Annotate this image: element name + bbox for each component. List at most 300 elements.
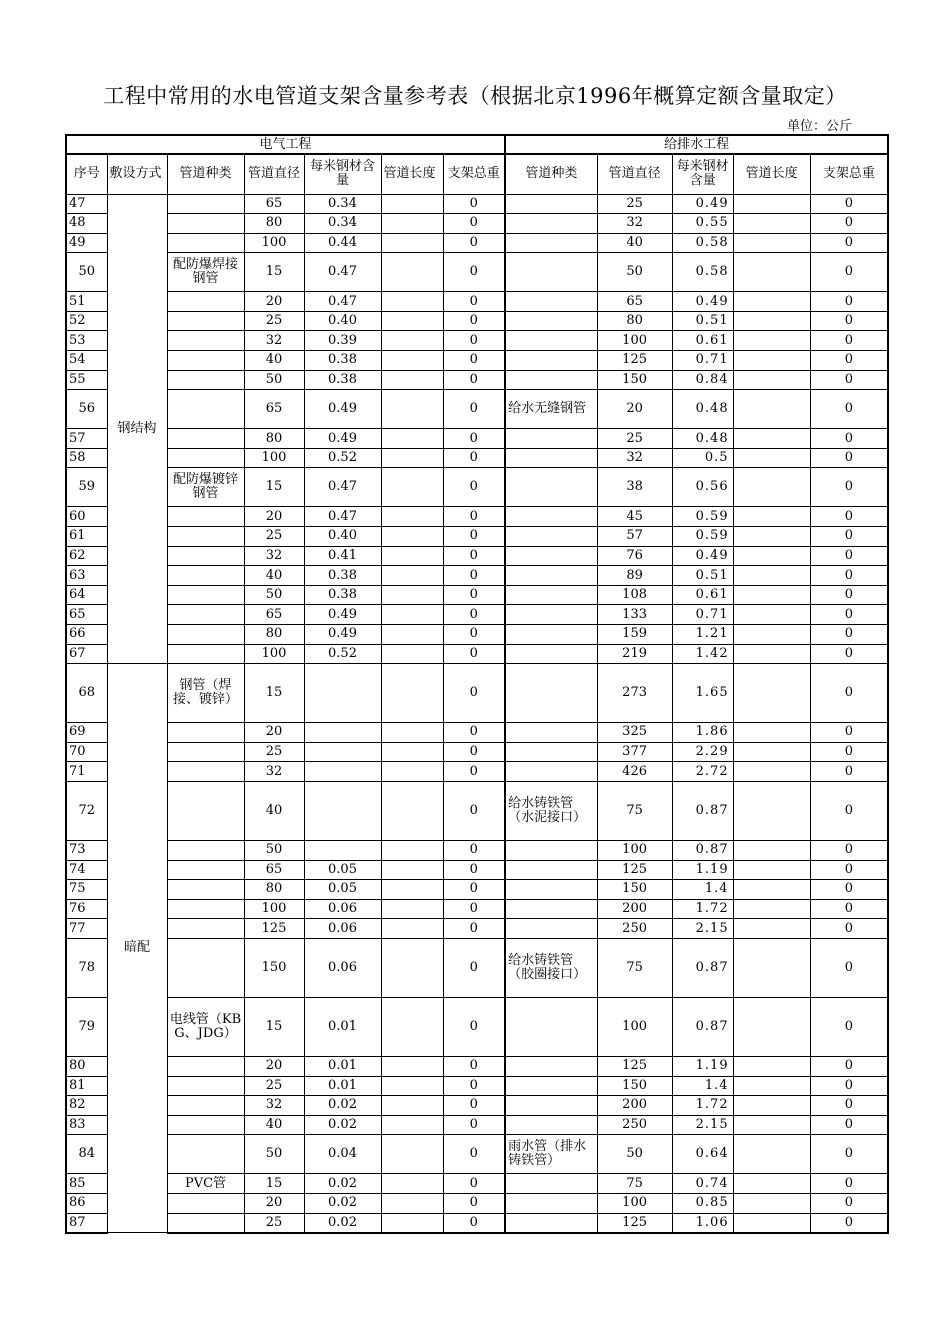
electrical-length [381, 331, 443, 351]
plumbing-diameter: 159 [597, 625, 672, 645]
plumbing-length [733, 860, 810, 880]
table-row [66, 351, 888, 371]
table-row [66, 390, 888, 429]
plumbing-support-weight: 0 [810, 1115, 888, 1135]
row-number: 47 [66, 194, 107, 214]
table-row [66, 311, 888, 331]
plumbing-pipe-type [505, 899, 597, 919]
plumbing-pipe-type [505, 194, 597, 214]
plumbing-support-weight: 0 [810, 311, 888, 331]
electrical-support-weight: 0 [443, 527, 505, 547]
electrical-length [381, 840, 443, 860]
header-e-diameter: 管道直径 [244, 154, 304, 194]
table-row [66, 468, 888, 507]
electrical-support-weight: 0 [443, 253, 505, 292]
plumbing-support-weight: 0 [810, 625, 888, 645]
electrical-diameter: 25 [244, 1076, 304, 1096]
plumbing-pipe-type [505, 214, 597, 234]
plumbing-support-weight: 0 [810, 214, 888, 234]
electrical-pipe-type [167, 860, 244, 880]
plumbing-pipe-type [505, 448, 597, 468]
table-row [66, 214, 888, 234]
electrical-pipe-type [167, 331, 244, 351]
electrical-length [381, 390, 443, 429]
electrical-diameter: 15 [244, 1174, 304, 1194]
electrical-length [381, 429, 443, 449]
electrical-steel-per-meter: 0.06 [304, 919, 381, 939]
row-number: 48 [66, 214, 107, 234]
electrical-diameter: 20 [244, 1193, 304, 1213]
electrical-diameter: 25 [244, 311, 304, 331]
table-row [66, 605, 888, 625]
header-p-diameter: 管道直径 [597, 154, 672, 194]
electrical-pipe-type [167, 644, 244, 664]
plumbing-steel-per-meter: 1.86 [672, 723, 733, 743]
plumbing-steel-per-meter: 0.61 [672, 331, 733, 351]
plumbing-pipe-type [505, 566, 597, 586]
plumbing-steel-per-meter: 1.19 [672, 1056, 733, 1076]
row-number: 69 [66, 723, 107, 743]
electrical-steel-per-meter: 0.02 [304, 1213, 381, 1233]
plumbing-steel-per-meter: 0.87 [672, 840, 733, 860]
plumbing-diameter: 377 [597, 742, 672, 762]
plumbing-support-weight: 0 [810, 605, 888, 625]
electrical-steel-per-meter: 0.02 [304, 1193, 381, 1213]
electrical-support-weight: 0 [443, 331, 505, 351]
row-number: 67 [66, 644, 107, 664]
plumbing-pipe-type [505, 762, 597, 782]
plumbing-diameter: 108 [597, 585, 672, 605]
electrical-diameter: 40 [244, 1115, 304, 1135]
row-number: 50 [66, 253, 107, 292]
electrical-pipe-type [167, 723, 244, 743]
electrical-length [381, 1193, 443, 1213]
electrical-steel-per-meter: 0.44 [304, 233, 381, 253]
electrical-steel-per-meter: 0.02 [304, 1174, 381, 1194]
plumbing-length [733, 566, 810, 586]
plumbing-support-weight: 0 [810, 351, 888, 371]
electrical-support-weight: 0 [443, 781, 505, 840]
electrical-length [381, 527, 443, 547]
electrical-steel-per-meter: 0.49 [304, 429, 381, 449]
plumbing-support-weight: 0 [810, 880, 888, 900]
method-steel-structure: 钢结构 [107, 194, 167, 664]
plumbing-steel-per-meter: 1.65 [672, 664, 733, 723]
plumbing-diameter: 100 [597, 997, 672, 1056]
plumbing-pipe-type [505, 742, 597, 762]
electrical-support-weight: 0 [443, 448, 505, 468]
electrical-length [381, 742, 443, 762]
electrical-diameter: 25 [244, 742, 304, 762]
plumbing-diameter: 38 [597, 468, 672, 507]
electrical-diameter: 32 [244, 331, 304, 351]
electrical-diameter: 25 [244, 527, 304, 547]
plumbing-diameter: 150 [597, 370, 672, 390]
electrical-pipe-type: 配防爆镀锌钢管 [167, 468, 244, 507]
electrical-pipe-type [167, 448, 244, 468]
electrical-steel-per-meter: 0.05 [304, 880, 381, 900]
electrical-support-weight: 0 [443, 468, 505, 507]
electrical-support-weight: 0 [443, 390, 505, 429]
table-row [66, 566, 888, 586]
electrical-steel-per-meter: 0.40 [304, 527, 381, 547]
plumbing-length [733, 899, 810, 919]
electrical-steel-per-meter [304, 664, 381, 723]
electrical-pipe-type [167, 390, 244, 429]
electrical-length [381, 860, 443, 880]
electrical-steel-per-meter: 0.47 [304, 468, 381, 507]
plumbing-support-weight: 0 [810, 468, 888, 507]
electrical-steel-per-meter: 0.38 [304, 585, 381, 605]
plumbing-diameter: 133 [597, 605, 672, 625]
plumbing-diameter: 20 [597, 390, 672, 429]
electrical-pipe-type [167, 938, 244, 997]
header-e-steel: 每米钢材含量 [304, 154, 381, 194]
plumbing-pipe-type [505, 311, 597, 331]
electrical-length [381, 448, 443, 468]
electrical-support-weight: 0 [443, 625, 505, 645]
electrical-diameter: 80 [244, 880, 304, 900]
plumbing-steel-per-meter: 0.71 [672, 351, 733, 371]
electrical-diameter: 20 [244, 507, 304, 527]
electrical-pipe-type [167, 762, 244, 782]
electrical-length [381, 919, 443, 939]
electrical-pipe-type [167, 370, 244, 390]
plumbing-support-weight: 0 [810, 429, 888, 449]
electrical-steel-per-meter: 0.41 [304, 546, 381, 566]
plumbing-diameter: 125 [597, 1213, 672, 1233]
electrical-support-weight: 0 [443, 1115, 505, 1135]
electrical-length [381, 351, 443, 371]
plumbing-pipe-type [505, 1076, 597, 1096]
row-number: 85 [66, 1174, 107, 1194]
plumbing-diameter: 80 [597, 311, 672, 331]
plumbing-pipe-type [505, 1174, 597, 1194]
electrical-diameter: 100 [244, 448, 304, 468]
plumbing-pipe-type [505, 1096, 597, 1116]
plumbing-support-weight: 0 [810, 194, 888, 214]
electrical-diameter: 50 [244, 1135, 304, 1174]
row-number: 62 [66, 546, 107, 566]
row-number: 80 [66, 1056, 107, 1076]
plumbing-diameter: 76 [597, 546, 672, 566]
plumbing-length [733, 253, 810, 292]
electrical-steel-per-meter: 0.38 [304, 566, 381, 586]
plumbing-steel-per-meter: 2.15 [672, 919, 733, 939]
electrical-steel-per-meter: 0.38 [304, 351, 381, 371]
electrical-steel-per-meter [304, 762, 381, 782]
plumbing-length [733, 311, 810, 331]
plumbing-steel-per-meter: 0.51 [672, 566, 733, 586]
header-p-steel: 每米钢材含量 [672, 154, 733, 194]
electrical-length [381, 938, 443, 997]
plumbing-support-weight: 0 [810, 1096, 888, 1116]
plumbing-length [733, 762, 810, 782]
electrical-steel-per-meter: 0.34 [304, 194, 381, 214]
plumbing-support-weight: 0 [810, 566, 888, 586]
electrical-length [381, 1076, 443, 1096]
electrical-support-weight: 0 [443, 1135, 505, 1174]
electrical-diameter: 25 [244, 1213, 304, 1233]
table-row [66, 762, 888, 782]
plumbing-steel-per-meter: 0.49 [672, 292, 733, 312]
table-row [66, 546, 888, 566]
electrical-diameter: 65 [244, 605, 304, 625]
plumbing-diameter: 125 [597, 860, 672, 880]
header-e-weight: 支架总重 [443, 154, 505, 194]
electrical-pipe-type [167, 292, 244, 312]
table-row [66, 723, 888, 743]
row-number: 73 [66, 840, 107, 860]
electrical-diameter: 80 [244, 429, 304, 449]
electrical-pipe-type [167, 566, 244, 586]
table-row [66, 233, 888, 253]
table-row [66, 781, 888, 840]
table-row [66, 919, 888, 939]
plumbing-length [733, 292, 810, 312]
row-number: 71 [66, 762, 107, 782]
plumbing-length [733, 507, 810, 527]
table-row [66, 1076, 888, 1096]
plumbing-steel-per-meter: 0.48 [672, 429, 733, 449]
plumbing-steel-per-meter: 0.49 [672, 194, 733, 214]
plumbing-pipe-type: 给水铸铁管（胶圈接口） [505, 938, 597, 997]
electrical-pipe-type: 配防爆焊接钢管 [167, 253, 244, 292]
plumbing-support-weight: 0 [810, 546, 888, 566]
table-row [66, 507, 888, 527]
row-number: 83 [66, 1115, 107, 1135]
electrical-pipe-type [167, 625, 244, 645]
electrical-steel-per-meter: 0.49 [304, 625, 381, 645]
plumbing-length [733, 723, 810, 743]
plumbing-steel-per-meter: 1.19 [672, 860, 733, 880]
row-number: 72 [66, 781, 107, 840]
plumbing-pipe-type [505, 370, 597, 390]
electrical-support-weight: 0 [443, 664, 505, 723]
electrical-support-weight: 0 [443, 585, 505, 605]
electrical-support-weight: 0 [443, 292, 505, 312]
electrical-support-weight: 0 [443, 997, 505, 1056]
electrical-steel-per-meter: 0.02 [304, 1096, 381, 1116]
electrical-pipe-type [167, 1213, 244, 1233]
electrical-support-weight: 0 [443, 370, 505, 390]
electrical-length [381, 311, 443, 331]
electrical-support-weight: 0 [443, 762, 505, 782]
table-row [66, 997, 888, 1056]
plumbing-diameter: 325 [597, 723, 672, 743]
plumbing-pipe-type [505, 997, 597, 1056]
electrical-steel-per-meter: 0.52 [304, 644, 381, 664]
electrical-diameter: 32 [244, 1096, 304, 1116]
plumbing-length [733, 351, 810, 371]
electrical-pipe-type [167, 880, 244, 900]
electrical-length [381, 664, 443, 723]
electrical-support-weight: 0 [443, 880, 505, 900]
electrical-support-weight: 0 [443, 233, 505, 253]
plumbing-steel-per-meter: 1.42 [672, 644, 733, 664]
plumbing-length [733, 214, 810, 234]
electrical-pipe-type [167, 233, 244, 253]
electrical-diameter: 40 [244, 351, 304, 371]
electrical-pipe-type: 钢管（焊接、镀锌） [167, 664, 244, 723]
electrical-support-weight: 0 [443, 429, 505, 449]
plumbing-pipe-type [505, 1056, 597, 1076]
plumbing-length [733, 546, 810, 566]
plumbing-support-weight: 0 [810, 233, 888, 253]
electrical-diameter: 15 [244, 664, 304, 723]
plumbing-length [733, 644, 810, 664]
electrical-steel-per-meter: 0.49 [304, 605, 381, 625]
plumbing-pipe-type [505, 527, 597, 547]
electrical-pipe-type [167, 527, 244, 547]
row-number: 87 [66, 1213, 107, 1233]
electrical-pipe-type [167, 1135, 244, 1174]
plumbing-length [733, 527, 810, 547]
method-concealed: 暗配 [107, 664, 167, 1233]
electrical-pipe-type [167, 1076, 244, 1096]
electrical-pipe-type [167, 919, 244, 939]
electrical-steel-per-meter: 0.04 [304, 1135, 381, 1174]
plumbing-diameter: 75 [597, 1174, 672, 1194]
plumbing-support-weight: 0 [810, 644, 888, 664]
electrical-diameter: 125 [244, 919, 304, 939]
plumbing-support-weight: 0 [810, 448, 888, 468]
table-row [66, 331, 888, 351]
electrical-pipe-type [167, 781, 244, 840]
table-body [66, 194, 888, 1233]
plumbing-length [733, 429, 810, 449]
electrical-pipe-type [167, 899, 244, 919]
table-row [66, 1096, 888, 1116]
electrical-pipe-type [167, 311, 244, 331]
electrical-steel-per-meter: 0.34 [304, 214, 381, 234]
plumbing-length [733, 840, 810, 860]
plumbing-pipe-type [505, 880, 597, 900]
plumbing-length [733, 1174, 810, 1194]
row-number: 52 [66, 311, 107, 331]
plumbing-length [733, 664, 810, 723]
electrical-length [381, 1213, 443, 1233]
electrical-diameter: 15 [244, 468, 304, 507]
plumbing-length [733, 331, 810, 351]
electrical-support-weight: 0 [443, 742, 505, 762]
plumbing-pipe-type [505, 292, 597, 312]
header-p-weight: 支架总重 [810, 154, 888, 194]
plumbing-support-weight: 0 [810, 507, 888, 527]
plumbing-diameter: 45 [597, 507, 672, 527]
row-number: 57 [66, 429, 107, 449]
plumbing-support-weight: 0 [810, 1056, 888, 1076]
plumbing-length [733, 390, 810, 429]
plumbing-steel-per-meter: 2.72 [672, 762, 733, 782]
plumbing-pipe-type [505, 1115, 597, 1135]
plumbing-steel-per-meter: 2.29 [672, 742, 733, 762]
electrical-length [381, 880, 443, 900]
electrical-support-weight: 0 [443, 723, 505, 743]
plumbing-diameter: 219 [597, 644, 672, 664]
plumbing-support-weight: 0 [810, 1193, 888, 1213]
plumbing-diameter: 250 [597, 1115, 672, 1135]
electrical-pipe-type [167, 429, 244, 449]
header-p-type: 管道种类 [505, 154, 597, 194]
plumbing-diameter: 150 [597, 880, 672, 900]
plumbing-pipe-type [505, 253, 597, 292]
electrical-length [381, 585, 443, 605]
plumbing-diameter: 25 [597, 194, 672, 214]
plumbing-diameter: 100 [597, 840, 672, 860]
plumbing-diameter: 200 [597, 1096, 672, 1116]
unit-label: 单位：公斤 [786, 119, 852, 134]
table-row [66, 625, 888, 645]
row-number: 75 [66, 880, 107, 900]
electrical-length [381, 370, 443, 390]
electrical-steel-per-meter: 0.47 [304, 292, 381, 312]
electrical-length [381, 1174, 443, 1194]
electrical-support-weight: 0 [443, 1096, 505, 1116]
plumbing-support-weight: 0 [810, 723, 888, 743]
electrical-pipe-type [167, 1056, 244, 1076]
plumbing-length [733, 781, 810, 840]
plumbing-support-weight: 0 [810, 1076, 888, 1096]
plumbing-length [733, 1096, 810, 1116]
row-number: 84 [66, 1135, 107, 1174]
header-method: 敷设方式 [107, 154, 167, 194]
plumbing-support-weight: 0 [810, 742, 888, 762]
plumbing-length [733, 1193, 810, 1213]
electrical-pipe-type [167, 194, 244, 214]
plumbing-support-weight: 0 [810, 664, 888, 723]
table-row [66, 1135, 888, 1174]
electrical-length [381, 762, 443, 782]
table-row [66, 1115, 888, 1135]
electrical-support-weight: 0 [443, 351, 505, 371]
plumbing-diameter: 89 [597, 566, 672, 586]
table-row [66, 1213, 888, 1233]
plumbing-steel-per-meter: 0.56 [672, 468, 733, 507]
electrical-steel-per-meter: 0.05 [304, 860, 381, 880]
plumbing-steel-per-meter: 0.64 [672, 1135, 733, 1174]
row-number: 56 [66, 390, 107, 429]
plumbing-length [733, 625, 810, 645]
row-number: 76 [66, 899, 107, 919]
plumbing-support-weight: 0 [810, 1213, 888, 1233]
table-row [66, 938, 888, 997]
plumbing-pipe-type [505, 1193, 597, 1213]
electrical-diameter: 40 [244, 566, 304, 586]
plumbing-pipe-type [505, 233, 597, 253]
group-plumbing: 给排水工程 [505, 135, 888, 154]
plumbing-steel-per-meter: 2.15 [672, 1115, 733, 1135]
electrical-steel-per-meter: 0.47 [304, 507, 381, 527]
row-number: 64 [66, 585, 107, 605]
table-row [66, 742, 888, 762]
plumbing-steel-per-meter: 1.4 [672, 1076, 733, 1096]
header-e-type: 管道种类 [167, 154, 244, 194]
electrical-length [381, 507, 443, 527]
electrical-steel-per-meter [304, 723, 381, 743]
plumbing-diameter: 57 [597, 527, 672, 547]
electrical-steel-per-meter [304, 840, 381, 860]
support-weight-table [65, 134, 889, 1234]
page-title: 工程中常用的水电管道支架含量参考表（根据北京1996年概算定额含量取定） [103, 84, 847, 108]
plumbing-support-weight: 0 [810, 390, 888, 429]
row-number: 54 [66, 351, 107, 371]
plumbing-length [733, 585, 810, 605]
plumbing-length [733, 233, 810, 253]
electrical-steel-per-meter: 0.40 [304, 311, 381, 331]
electrical-steel-per-meter: 0.01 [304, 1076, 381, 1096]
plumbing-steel-per-meter: 0.61 [672, 585, 733, 605]
